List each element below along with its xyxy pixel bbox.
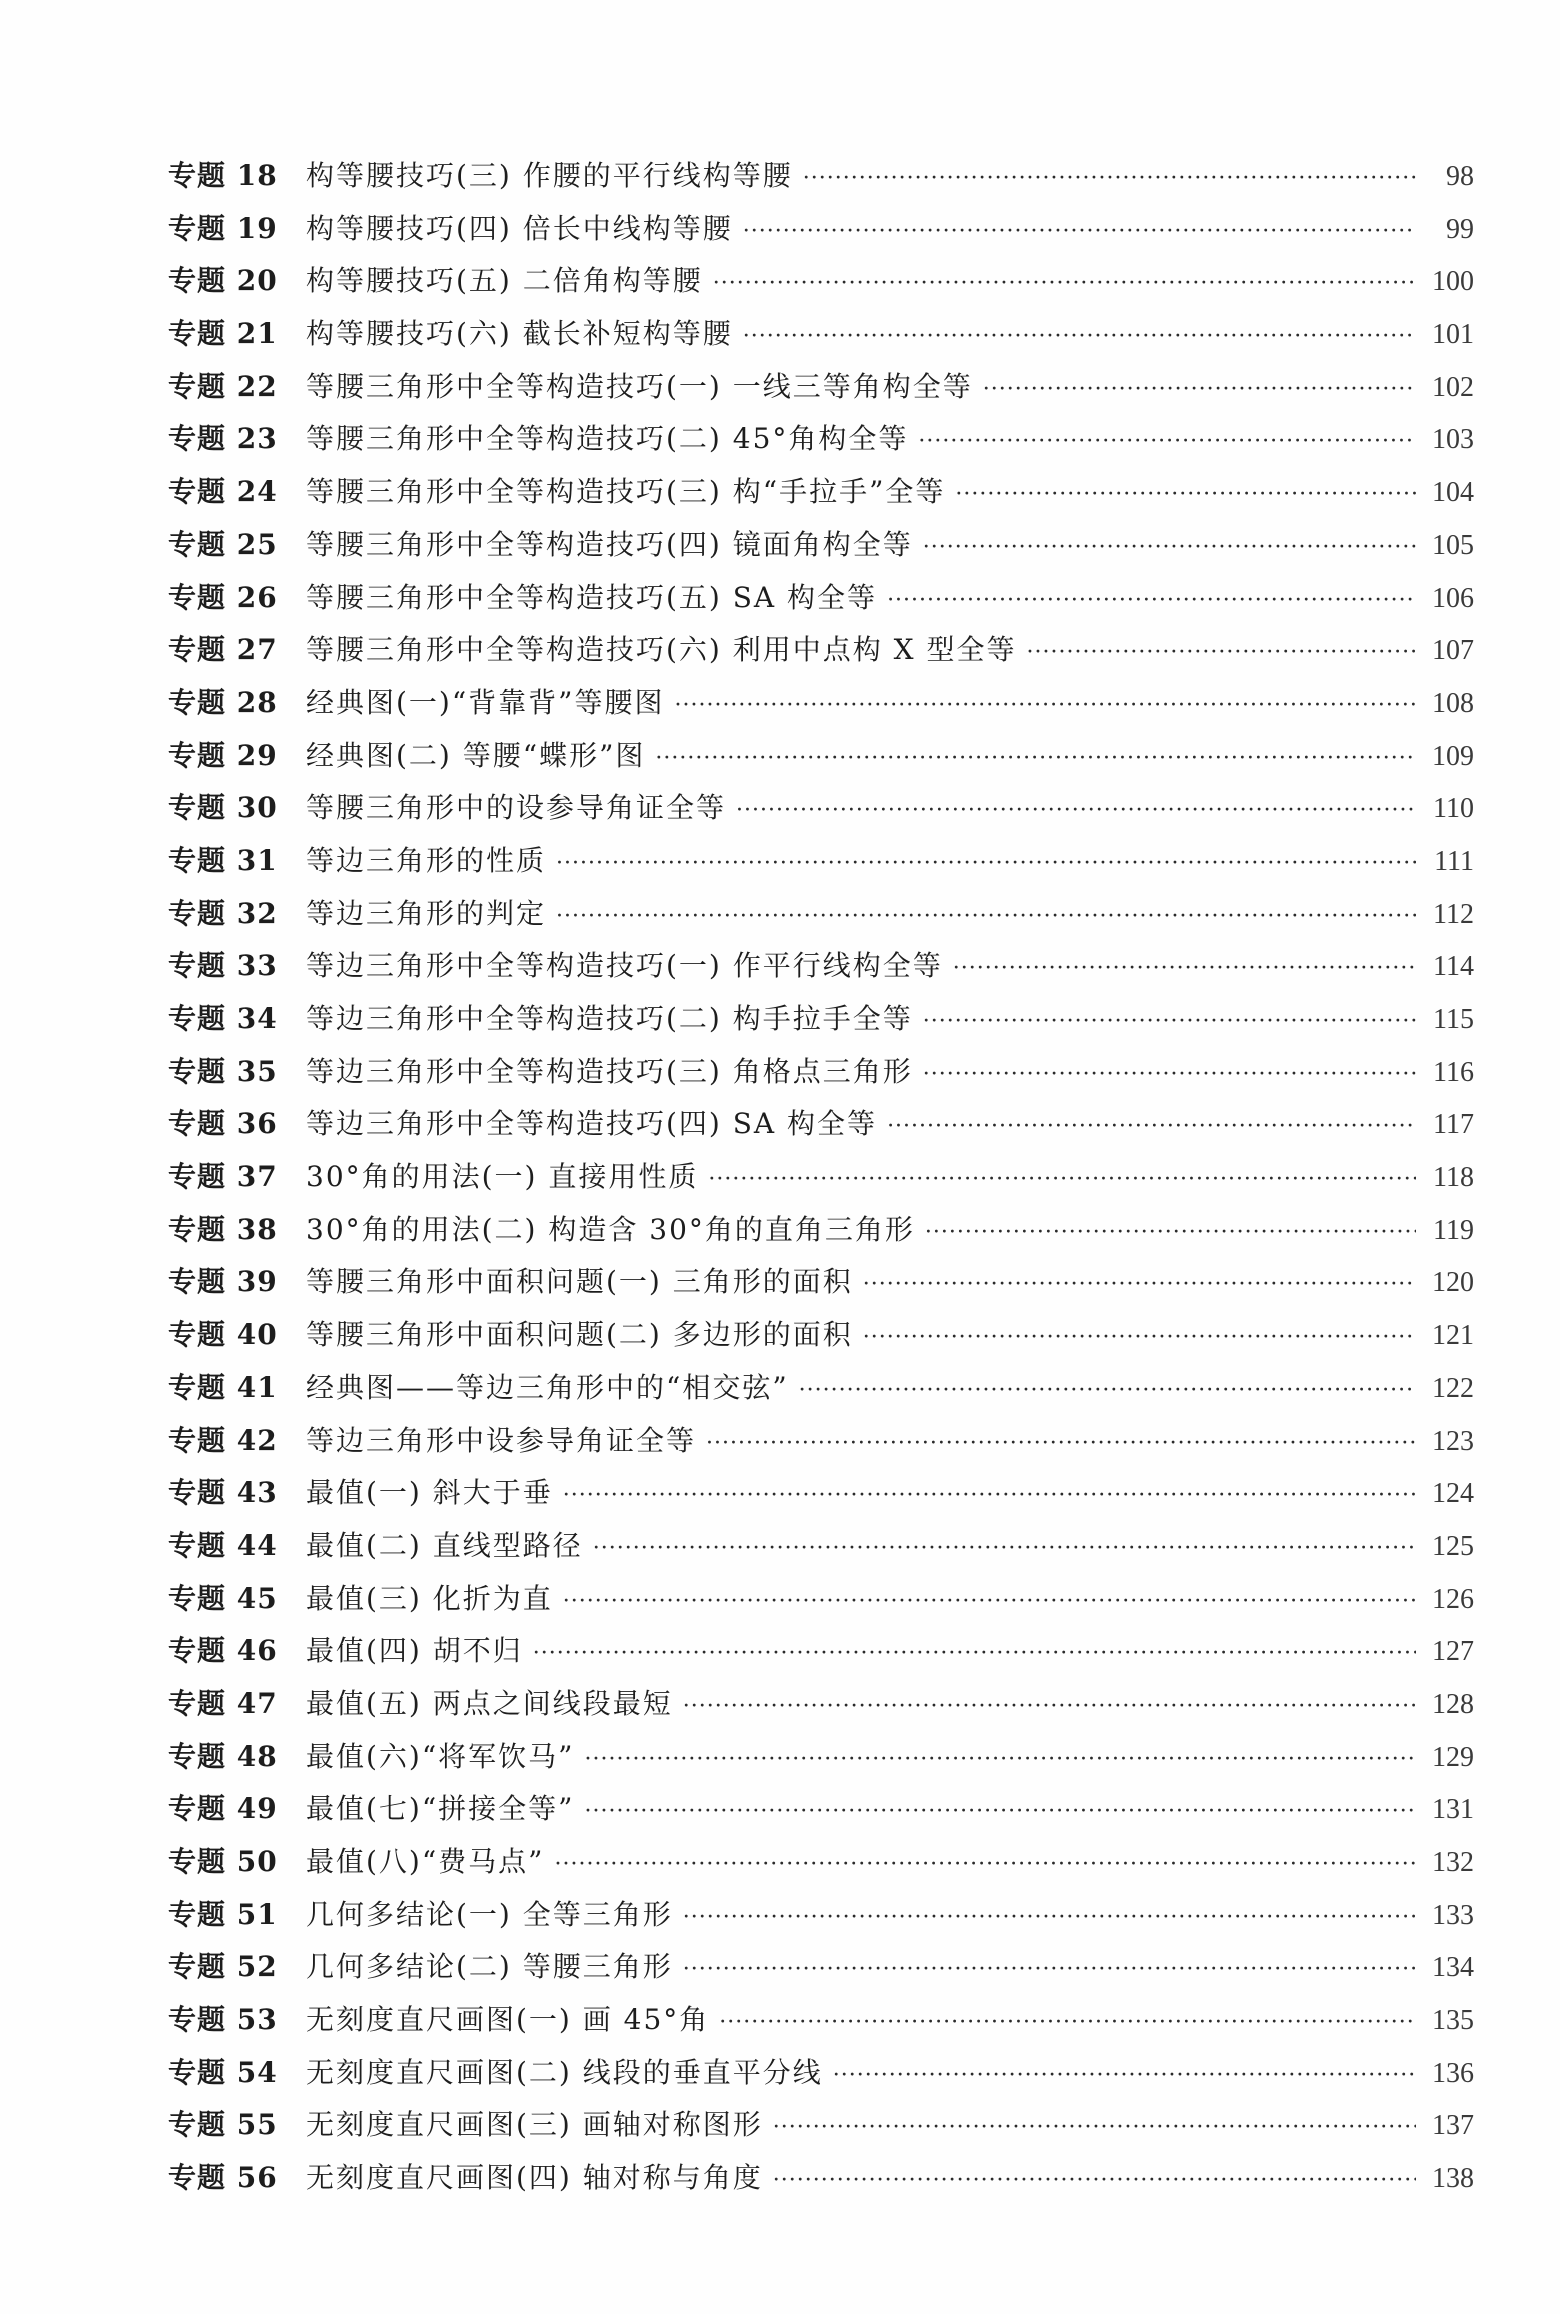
- toc-entry-title: 等边三角形的判定: [306, 896, 547, 930]
- toc-entry-page-number: 105: [1432, 529, 1474, 561]
- toc-entry: [168, 1941, 1474, 1994]
- toc-entry: [168, 1098, 1474, 1151]
- toc-entry-number: 专题 29: [168, 738, 278, 772]
- toc-entry-title: 等腰三角形中全等构造技巧(四) 镜面角构全等: [306, 527, 913, 561]
- toc-entry-page-number: 122: [1432, 1372, 1474, 1404]
- toc-entry: [168, 2099, 1474, 2152]
- toc-entry-page-number: 120: [1432, 1267, 1474, 1299]
- toc-entry-title: 等边三角形中全等构造技巧(一) 作平行线构全等: [306, 949, 943, 983]
- toc-entry: [168, 835, 1474, 888]
- toc-entry-number: 专题 33: [168, 949, 278, 983]
- toc-entry-title: 等腰三角形中全等构造技巧(二) 45°角构全等: [306, 422, 909, 456]
- toc-entry-number: 专题 19: [168, 211, 278, 245]
- toc-entry-number: 专题 35: [168, 1054, 278, 1088]
- toc-entry: [168, 1467, 1474, 1520]
- toc-entry-page-number: 115: [1433, 1004, 1474, 1035]
- toc-entry-title: 等腰三角形中全等构造技巧(六) 利用中点构 X 型全等: [306, 633, 1017, 667]
- toc-entry-number: 专题 25: [168, 527, 278, 561]
- toc-entry-number: 专题 48: [168, 1739, 278, 1773]
- toc-leader-dots: [563, 1470, 1416, 1523]
- toc-leader-dots: [923, 1049, 1416, 1102]
- toc-leader-dots: [593, 1523, 1416, 1576]
- toc-leader-dots: [773, 2155, 1416, 2208]
- toc-entry-page-number: 131: [1432, 1794, 1474, 1826]
- toc-entry-page-number: 126: [1432, 1583, 1474, 1615]
- toc-entry-number: 专题 24: [168, 475, 278, 509]
- toc-entry-page-number: 135: [1432, 2005, 1474, 2037]
- toc-leader-dots: [923, 522, 1416, 575]
- toc-leader-dots: [863, 1259, 1416, 1312]
- toc-entry-number: 专题 54: [168, 2055, 278, 2089]
- toc-entry: [168, 150, 1474, 203]
- toc-entry-number: 专题 22: [168, 369, 278, 403]
- toc-entry-number: 专题 21: [168, 317, 278, 351]
- toc-entry-title: 最值(七)“拼接全等”: [306, 1792, 575, 1826]
- toc-entry-title: 最值(二) 直线型路径: [306, 1528, 583, 1562]
- toc-leader-dots: [556, 838, 1416, 891]
- toc-entry-title: 等腰三角形中面积问题(二) 多边形的面积: [306, 1318, 853, 1352]
- toc-entry: [168, 940, 1474, 993]
- toc-entry: [168, 1889, 1474, 1942]
- toc-leader-dots: [683, 1681, 1416, 1734]
- toc-entry-number: 专题 23: [168, 422, 278, 456]
- toc-entry-title: 最值(一) 斜大于垂: [306, 1476, 553, 1510]
- toc-entry-title: 最值(四) 胡不归: [306, 1634, 523, 1668]
- toc-entry-title: 几何多结论(二) 等腰三角形: [306, 1950, 673, 1984]
- toc-entry-page-number: 118: [1433, 1162, 1474, 1194]
- toc-entry-title: 无刻度直尺画图(二) 线段的垂直平分线: [306, 2055, 823, 2089]
- toc-entry: [168, 203, 1474, 256]
- toc-leader-dots: [743, 311, 1416, 364]
- toc-entry-title: 经典图——等边三角形中的“相交弦”: [306, 1370, 789, 1404]
- toc-entry: [168, 466, 1474, 519]
- toc-entry-number: 专题 49: [168, 1792, 278, 1826]
- toc-entry: [168, 1520, 1474, 1573]
- toc-entry-page-number: 128: [1432, 1688, 1474, 1720]
- toc-entry-number: 专题 39: [168, 1265, 278, 1299]
- toc-entry-title: 最值(五) 两点之间线段最短: [306, 1686, 673, 1720]
- toc-leader-dots: [743, 206, 1416, 259]
- toc-entry-title: 最值(八)“费马点”: [306, 1845, 545, 1878]
- toc-leader-dots: [719, 1997, 1416, 2050]
- toc-leader-dots: [655, 733, 1416, 786]
- toc-entry-page-number: 100: [1432, 266, 1474, 298]
- toc-entry-title: 构等腰技巧(五) 二倍角构等腰: [306, 264, 703, 298]
- toc-entry-number: 专题 46: [168, 1634, 278, 1668]
- toc-entry-number: 专题 28: [168, 685, 278, 719]
- toc-leader-dots: [833, 2050, 1416, 2103]
- toc-entry-number: 专题 44: [168, 1528, 278, 1562]
- toc-entry-title: 最值(三) 化折为直: [306, 1581, 553, 1615]
- toc-entry-number: 专题 40: [168, 1318, 278, 1352]
- toc-entry: [168, 1046, 1474, 1099]
- toc-leader-dots: [533, 1628, 1416, 1681]
- toc-entry-number: 专题 52: [168, 1950, 278, 1984]
- toc-entry-page-number: 102: [1432, 371, 1474, 403]
- toc-entry: [168, 572, 1474, 625]
- toc-entry: [168, 1678, 1474, 1731]
- toc-entry-page-number: 137: [1432, 2110, 1474, 2142]
- toc-entry: [168, 308, 1474, 361]
- toc-entry-number: 专题 36: [168, 1107, 278, 1141]
- toc-entry-page-number: 134: [1432, 1952, 1474, 1984]
- toc-entry-page-number: 110: [1433, 793, 1474, 825]
- toc-entry-title: 无刻度直尺画图(三) 画轴对称图形: [306, 2108, 763, 2142]
- toc-leader-dots: [713, 258, 1416, 311]
- toc-entry-page-number: 108: [1432, 687, 1474, 719]
- toc-entry: [168, 1415, 1474, 1468]
- toc-leader-dots: [556, 891, 1416, 944]
- table-of-contents: [168, 150, 1474, 2205]
- toc-entry-title: 30°角的用法(一) 直接用性质: [306, 1160, 699, 1194]
- toc-leader-dots: [803, 153, 1416, 206]
- toc-entry-page-number: 129: [1432, 1741, 1474, 1773]
- toc-leader-dots: [708, 1154, 1416, 1207]
- toc-entry-title: 等腰三角形中的设参导角证全等: [306, 791, 727, 825]
- toc-entry-page-number: 114: [1433, 951, 1474, 983]
- toc-entry-title: 等腰三角形中全等构造技巧(五) SA 构全等: [306, 580, 878, 614]
- toc-entry-page-number: 127: [1432, 1636, 1474, 1668]
- toc-entry-number: 专题 18: [168, 159, 278, 192]
- toc-leader-dots: [736, 785, 1416, 838]
- toc-entry: [168, 1994, 1474, 2047]
- toc-entry-number: 专题 42: [168, 1423, 278, 1457]
- toc-leader-dots: [925, 1207, 1416, 1260]
- toc-entry-title: 等腰三角形中全等构造技巧(三) 构“手拉手”全等: [306, 475, 946, 509]
- toc-entry-number: 专题 20: [168, 264, 278, 298]
- toc-leader-dots: [584, 1786, 1416, 1839]
- toc-entry-title: 经典图(一)“背靠背”等腰图: [306, 685, 665, 719]
- toc-entry-title: 等腰三角形中面积问题(一) 三角形的面积: [306, 1265, 853, 1299]
- toc-entry-page-number: 138: [1432, 2163, 1474, 2195]
- toc-entry-number: 专题 41: [168, 1370, 278, 1404]
- toc-leader-dots: [887, 575, 1416, 628]
- toc-entry-number: 专题 38: [168, 1212, 278, 1246]
- toc-entry-number: 专题 53: [168, 2003, 278, 2037]
- toc-leader-dots: [799, 1365, 1416, 1418]
- toc-leader-dots: [955, 469, 1416, 522]
- toc-entry-number: 专题 51: [168, 1897, 278, 1931]
- toc-entry-title: 等边三角形中设参导角证全等: [306, 1423, 697, 1457]
- toc-leader-dots: [773, 2102, 1416, 2155]
- toc-entry-number: 专题 56: [168, 2161, 278, 2195]
- toc-entry: [168, 1836, 1474, 1889]
- toc-entry-page-number: 116: [1433, 1056, 1474, 1088]
- toc-entry-number: 专题 45: [168, 1581, 278, 1615]
- toc-entry: [168, 1151, 1474, 1204]
- toc-entry-page-number: 125: [1432, 1530, 1474, 1562]
- toc-entry-title: 最值(六)“将军饮马”: [306, 1739, 575, 1773]
- toc-entry-number: 专题 50: [168, 1845, 278, 1878]
- toc-entry-page-number: 132: [1432, 1847, 1474, 1878]
- toc-entry-page-number: 123: [1432, 1425, 1474, 1457]
- toc-entry-number: 专题 26: [168, 580, 278, 614]
- toc-entry: [168, 782, 1474, 835]
- toc-entry-title: 构等腰技巧(四) 倍长中线构等腰: [306, 211, 733, 245]
- toc-leader-dots: [554, 1839, 1416, 1892]
- toc-entry-number: 专题 55: [168, 2108, 278, 2142]
- toc-entry: [168, 1573, 1474, 1626]
- toc-entry-title: 等边三角形的性质: [306, 843, 547, 877]
- toc-entry: [168, 730, 1474, 783]
- toc-leader-dots: [887, 1101, 1416, 1154]
- toc-entry-page-number: 106: [1432, 582, 1474, 614]
- toc-entry-page-number: 121: [1432, 1320, 1474, 1352]
- toc-entry-number: 专题 32: [168, 896, 278, 930]
- toc-entry: [168, 624, 1474, 677]
- toc-leader-dots: [584, 1734, 1416, 1787]
- toc-entry-page-number: 107: [1432, 635, 1474, 667]
- toc-leader-dots: [1027, 627, 1417, 680]
- toc-entry-page-number: 112: [1433, 898, 1474, 930]
- toc-entry-title: 30°角的用法(二) 构造含 30°角的直角三角形: [306, 1212, 915, 1246]
- toc-entry-title: 等边三角形中全等构造技巧(二) 构手拉手全等: [306, 1002, 913, 1035]
- toc-leader-dots: [923, 996, 1416, 1049]
- toc-entry: [168, 1625, 1474, 1678]
- toc-entry-page-number: 104: [1432, 477, 1474, 509]
- toc-entry-page-number: 119: [1433, 1214, 1474, 1246]
- toc-entry: [168, 1362, 1474, 1415]
- toc-entry: [168, 993, 1474, 1046]
- toc-entry-title: 无刻度直尺画图(一) 画 45°角: [306, 2003, 710, 2037]
- toc-entry-title: 等边三角形中全等构造技巧(三) 角格点三角形: [306, 1054, 913, 1088]
- toc-entry-page-number: 101: [1432, 319, 1474, 351]
- toc-entry-number: 专题 37: [168, 1160, 278, 1194]
- toc-entry: [168, 519, 1474, 572]
- toc-entry: [168, 1731, 1474, 1784]
- toc-entry-page-number: 117: [1433, 1109, 1474, 1141]
- toc-leader-dots: [683, 1892, 1416, 1945]
- toc-entry-page-number: 136: [1432, 2057, 1474, 2089]
- toc-entry: [168, 1783, 1474, 1836]
- toc-entry-number: 专题 27: [168, 633, 278, 667]
- toc-entry: [168, 413, 1474, 466]
- toc-entry: [168, 361, 1474, 414]
- toc-entry: [168, 1309, 1474, 1362]
- toc-entry-page-number: 98: [1446, 161, 1474, 192]
- toc-entry: [168, 1204, 1474, 1257]
- toc-entry-title: 几何多结论(一) 全等三角形: [306, 1897, 673, 1931]
- toc-entry-title: 等边三角形中全等构造技巧(四) SA 构全等: [306, 1107, 878, 1141]
- toc-entry: [168, 2152, 1474, 2205]
- toc-entry-page-number: 133: [1432, 1899, 1474, 1931]
- toc-entry: [168, 888, 1474, 941]
- toc-leader-dots: [563, 1576, 1416, 1629]
- toc-entry-page-number: 103: [1432, 424, 1474, 456]
- toc-leader-dots: [953, 943, 1416, 996]
- toc-entry-title: 构等腰技巧(六) 截长补短构等腰: [306, 317, 733, 351]
- toc-entry-title: 构等腰技巧(三) 作腰的平行线构等腰: [306, 159, 793, 192]
- toc-entry-page-number: 109: [1432, 740, 1474, 772]
- toc-leader-dots: [674, 680, 1416, 733]
- toc-leader-dots: [683, 1944, 1416, 1997]
- toc-entry: [168, 677, 1474, 730]
- toc-entry: [168, 2047, 1474, 2100]
- toc-entry-page-number: 99: [1446, 213, 1474, 245]
- toc-leader-dots: [863, 1312, 1416, 1365]
- toc-entry-title: 无刻度直尺画图(四) 轴对称与角度: [306, 2161, 763, 2195]
- toc-entry-title: 经典图(二) 等腰“蝶形”图: [306, 738, 646, 772]
- toc-leader-dots: [706, 1418, 1416, 1471]
- toc-leader-dots: [983, 364, 1416, 417]
- toc-entry-page-number: 124: [1432, 1478, 1474, 1510]
- toc-entry-number: 专题 43: [168, 1476, 278, 1510]
- toc-entry-page-number: 111: [1434, 845, 1474, 877]
- toc-entry-number: 专题 34: [168, 1002, 278, 1035]
- toc-entry-number: 专题 30: [168, 791, 278, 825]
- toc-entry-number: 专题 31: [168, 843, 278, 877]
- toc-entry-title: 等腰三角形中全等构造技巧(一) 一线三等角构全等: [306, 369, 973, 403]
- toc-leader-dots: [918, 416, 1416, 469]
- toc-entry: [168, 255, 1474, 308]
- toc-entry: [168, 1256, 1474, 1309]
- toc-entry-number: 专题 47: [168, 1686, 278, 1720]
